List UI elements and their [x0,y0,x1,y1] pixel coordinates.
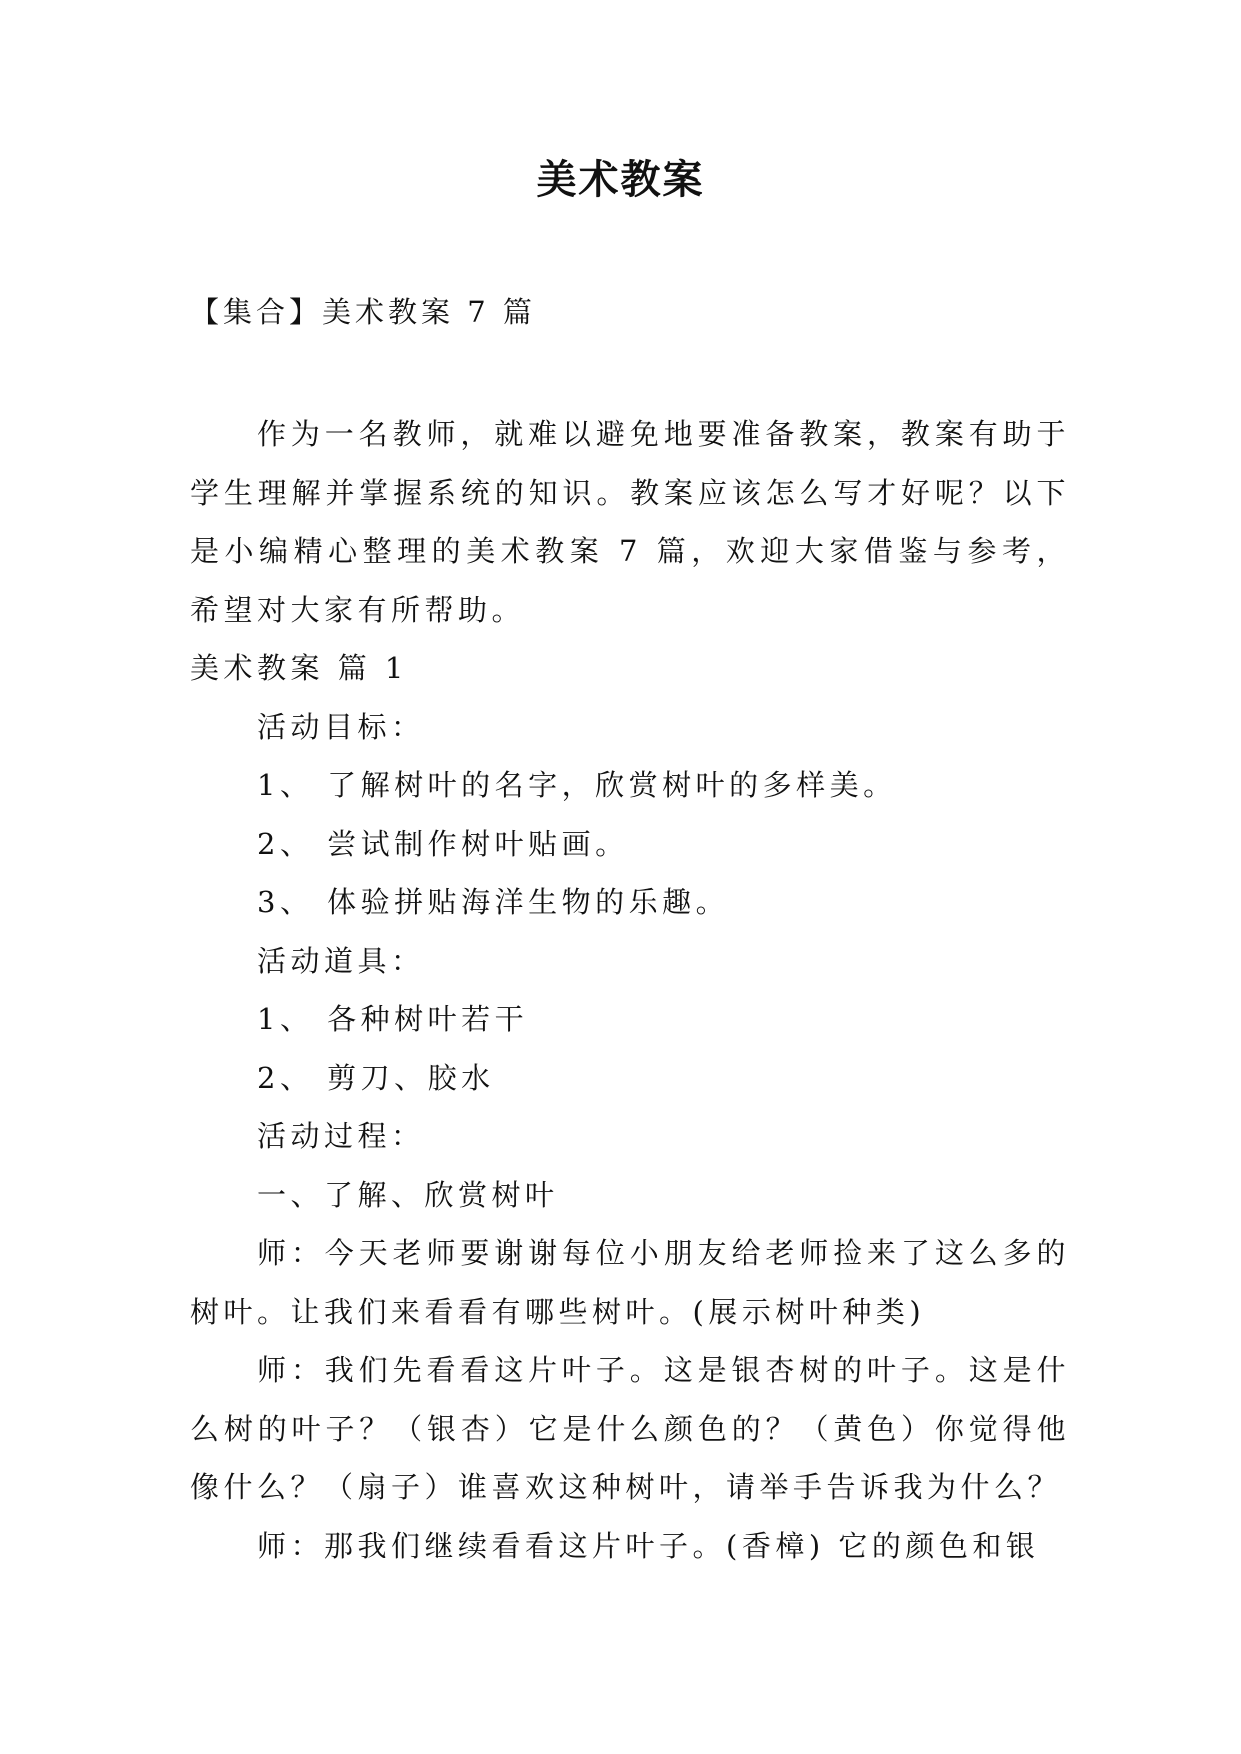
goals-heading: 活动目标： [257,709,425,744]
dialogue-paragraph: 师：那我们继续看看这片叶子。(香樟) 它的颜色和银 [257,1528,1040,1563]
section-heading: 美术教案 篇 1 [190,651,408,685]
dialogue-paragraph: 师：我们先看看这片叶子。这是银杏树的叶子。这是什么树的叶子？（银杏）它是什么颜色的？（黄色）你觉得他像什么？（扇子）谁喜欢这种树叶，请举手告诉我为什么？ [190,1353,1070,1504]
props-heading: 活动道具： [257,943,425,978]
prop-item: 2、 剪刀、胶水 [257,1060,495,1095]
document-body [190,405,1070,1575]
prop-item: 1、 各种树叶若干 [257,1002,529,1036]
goal-item: 1、 了解树叶的名字，欣赏树叶的多样美。 [257,768,897,802]
process-heading: 活动过程： [257,1119,425,1153]
dialogue-paragraph: 师：今天老师要谢谢每位小朋友给老师捡来了这么多的树叶。让我们来看看有哪些树叶。(展示树叶种类) [190,1236,1070,1329]
goal-item: 2、 尝试制作树叶贴画。 [257,826,629,861]
document-subtitle: 【集合】美术教案 7 篇 [190,295,536,329]
goal-item: 3、 体验拼贴海洋生物的乐趣。 [257,885,730,919]
intro-paragraph: 作为一名教师，就难以避免地要准备教案，教案有助于学生理解并掌握系统的知识。教案应该怎么写才好呢？以下是小编精心整理的美术教案 7 篇，欢迎大家借鉴与参考，希望对大家有所帮助。 [190,417,1070,627]
step-heading: 一、了解、欣赏树叶 [257,1177,559,1212]
document-title: 美术教案 [536,157,705,203]
